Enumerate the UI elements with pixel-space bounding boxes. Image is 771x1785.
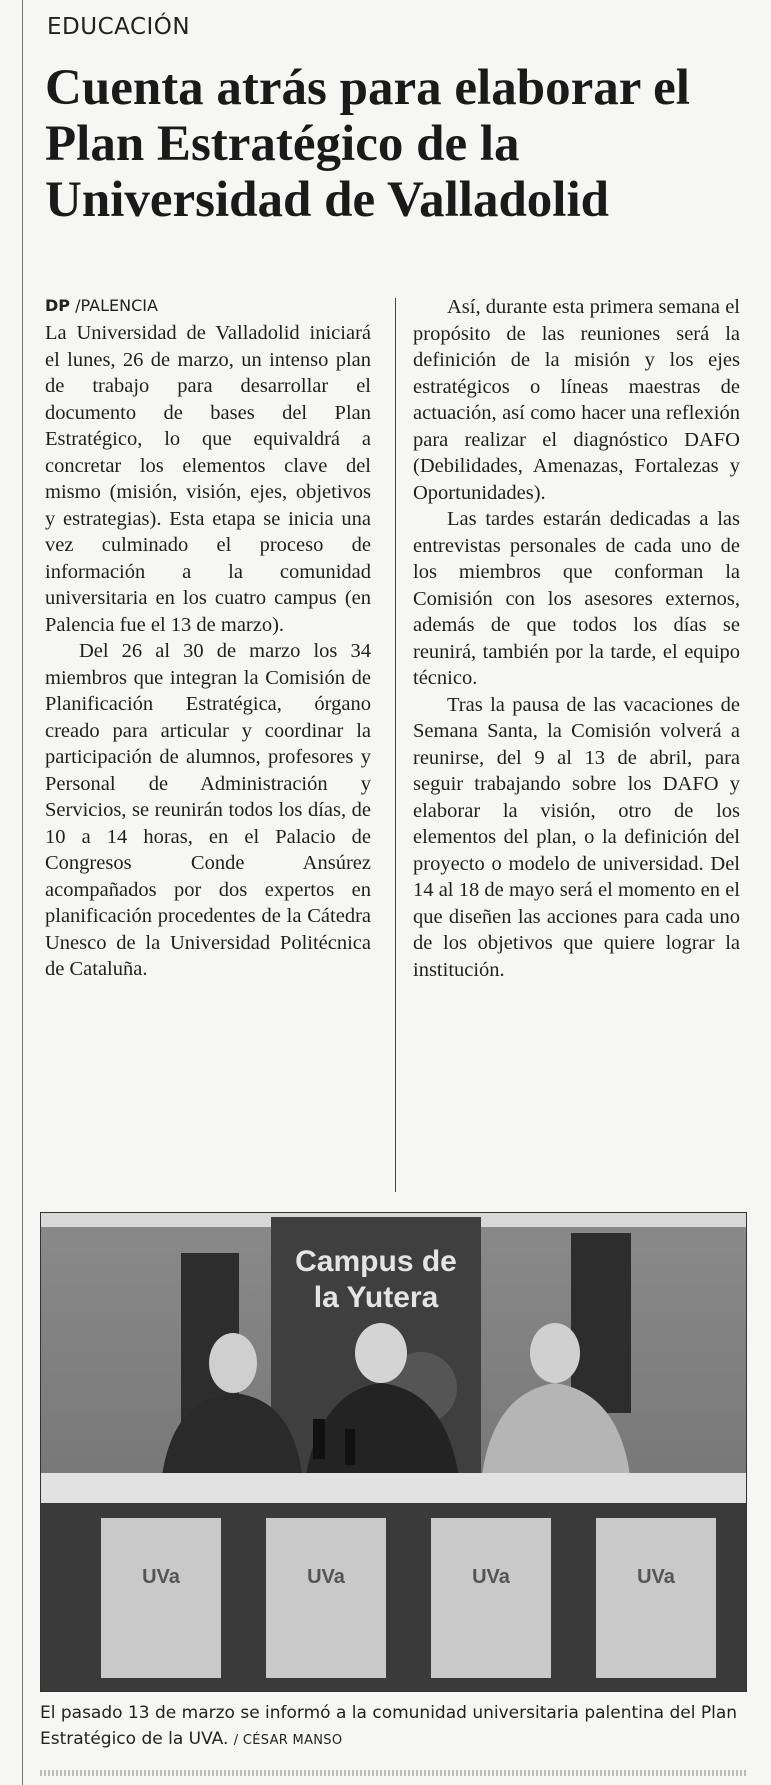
paragraph: Tras la pausa de las vacaciones de Semana Santa, la Comisión volverá a reunirse, del 9 al 13 de abril, para seguir trabajando sobre los DAFO y elaborar la visión, otro de los elementos del plan, o la definición del proyecto o modelo de universidad. Del 14 al 18 de mayo será el momento en el que diseñen las acciones para cada uno de los objetivos que quiere lograr la institución. [413,693,740,981]
byline [45,296,158,315]
photo-caption [40,1700,747,1754]
page-margin-rule [22,0,23,1785]
article-column-left [45,320,371,983]
table-top [41,1473,747,1503]
press-conference-photo [41,1213,747,1692]
microphone [313,1419,325,1459]
byline-source: DP [45,296,71,315]
table-logo: UVa [472,1566,510,1588]
section-label: EDUCACIÓN [47,14,191,40]
column-divider [395,298,396,1192]
table-logo: UVa [142,1566,180,1588]
paragraph: Del 26 al 30 de marzo los 34 miembros que integran la Comisión de Planificación Estratégica, órgano creado para articular y coordinar la participación de alumnos, profesores y Personal de Administración y Servicios, se reunirán todos los días, de 10 a 14 horas, en el Palacio de Congresos Conde Ansúrez acompañados por dos expertos en planificación procedentes de la Cátedra Unesco de la Universidad Politécnica de Cataluña. [45,640,371,980]
paragraph: La Universidad de Valladolid iniciará el lunes, 26 de marzo, un intenso plan de trabajo para desarrollar el documento de bases del Plan Estratégico, lo que equivaldrá a concretar los elementos clave del mismo (misión, visión, ejes, objetivos y estrategias). Esta etapa se inicia una vez culminado el proceso de información a la comunidad universitaria en los cuatro campus (en Palencia fue el 13 de marzo). [45,322,371,636]
paragraph: Así, durante esta primera semana el propósito de las reuniones será la definición de la misión y los ejes estratégicos o líneas maestras de actuación, así como hacer una reflexión para realizar el diagnóstico DAFO (Debilidades, Amenazas, Fortalezas y Oportunidades). [413,296,740,504]
banner-text-2: la Yutera [313,1281,439,1314]
table-logo: UVa [307,1566,345,1588]
byline-location: /PALENCIA [75,296,158,315]
headline: Cuenta atrás para elaborar el Plan Estratégico de la Universidad de Valladolid [45,60,690,228]
microphone [345,1429,355,1465]
banner-text-1: Campus de [295,1245,457,1278]
bottom-rule [40,1770,747,1776]
news-photo [40,1212,747,1692]
table-logo: UVa [637,1566,675,1588]
paragraph: Las tardes estarán dedicadas a las entrevistas personales de cada uno de los miembros que conforman la Comisión con los asesores externos, además de que todos los días se reunirá, también por la tarde, el equipo técnico. [413,508,740,689]
photo-credit: / CÉSAR MANSO [233,1733,343,1748]
poster-right [571,1233,631,1413]
article-column-right [413,294,740,983]
caption-text: El pasado 13 de marzo se informó a la comunidad universitaria palentina del Plan Estratégico de la UVA. [40,1703,738,1749]
